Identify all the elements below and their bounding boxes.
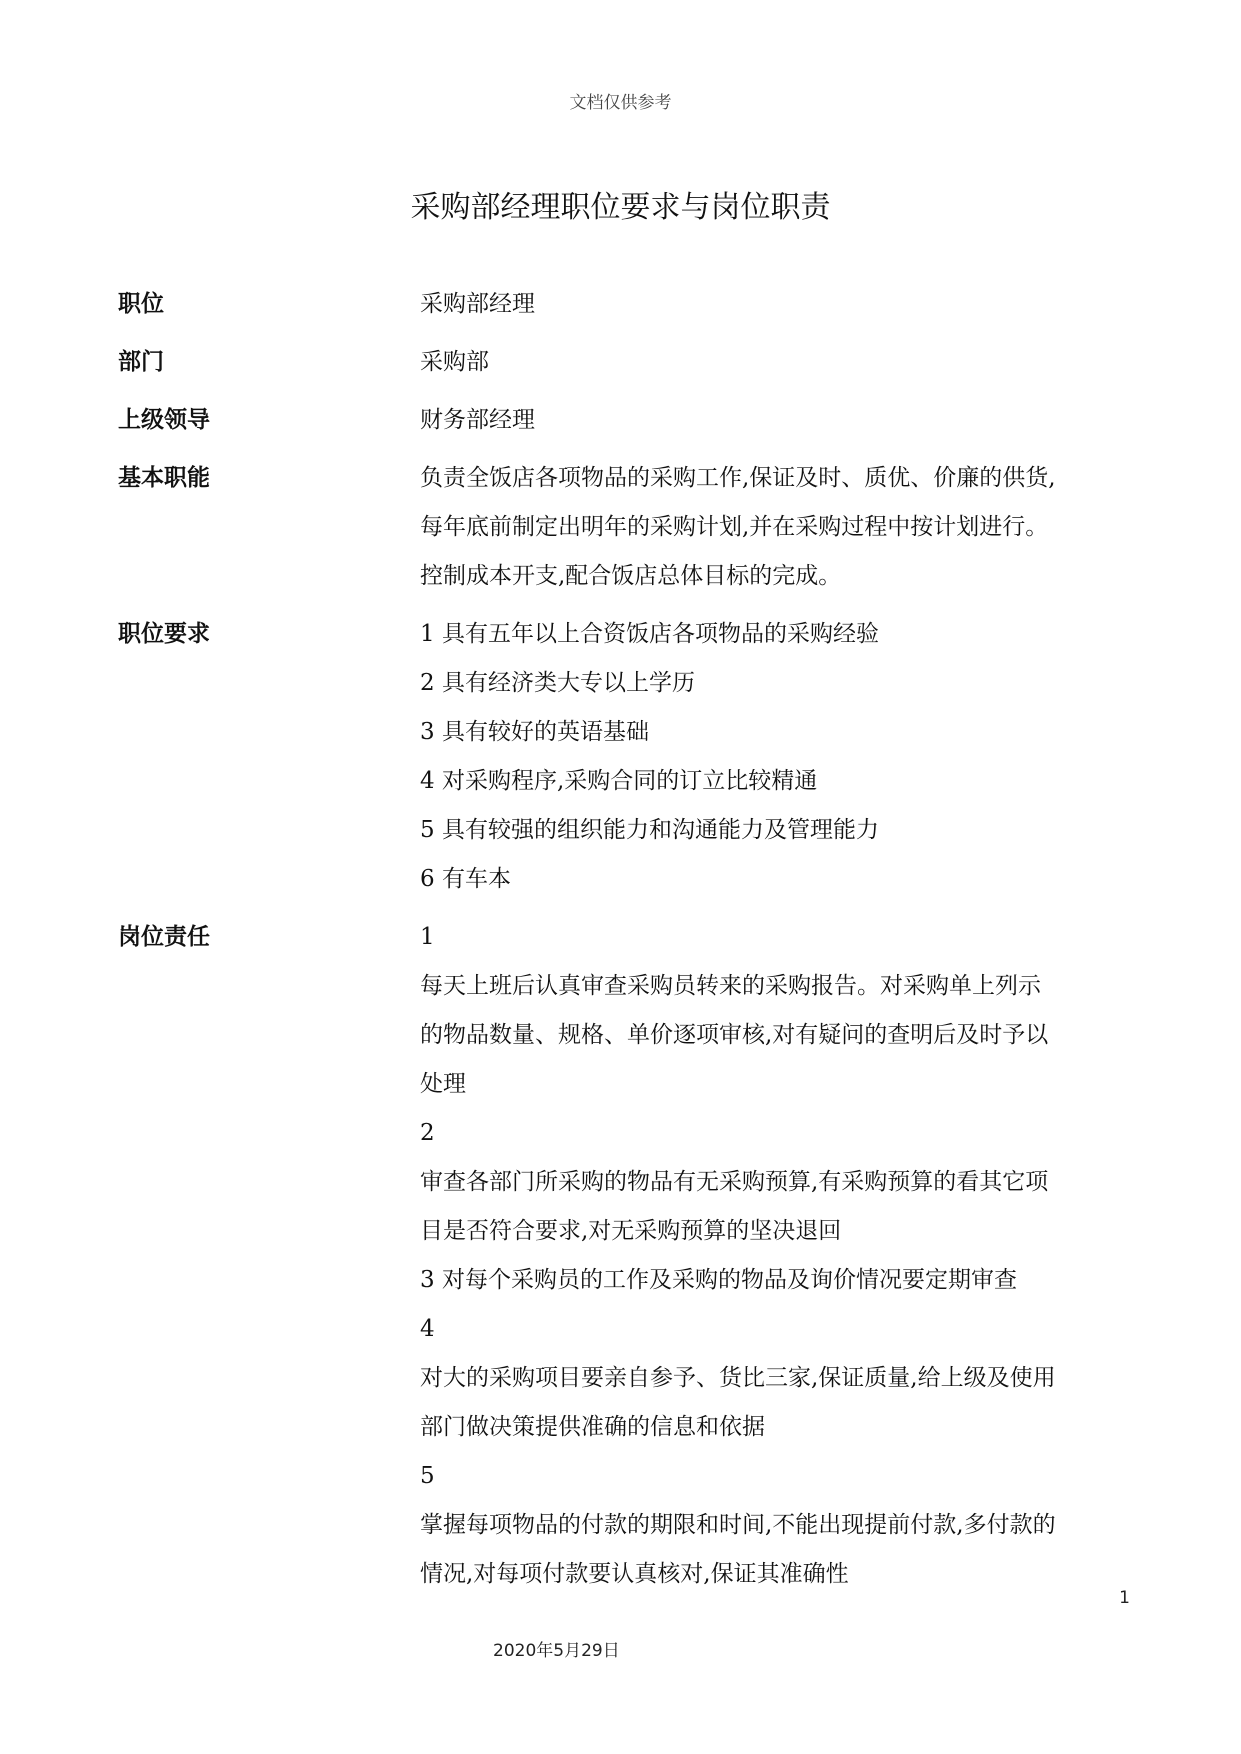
responsibility-line: 部门做决策提供准确的信息和依据 [420, 1414, 765, 1440]
field-line: 财务部经理 [420, 407, 535, 433]
document-title: 采购部经理职位要求与岗位职责 [410, 190, 831, 225]
requirement-item: 6 有车本 [420, 866, 511, 892]
field-value [420, 454, 1128, 601]
footer-date: 2020年5月29日 [493, 1641, 620, 1661]
field-value [420, 338, 1128, 387]
field-value [420, 610, 1128, 904]
field-label: 基本职能 [118, 465, 210, 491]
responsibility-line: 审查各部门所采购的物品有无采购预算,有采购预算的看其它项 [420, 1169, 1049, 1195]
field-label: 职位 [118, 291, 164, 317]
page-number: 1 [1119, 1588, 1130, 1608]
field-line: 控制成本开支,配合饭店总体目标的完成。 [420, 563, 842, 589]
field-label: 上级领导 [118, 407, 210, 433]
requirement-item: 2 具有经济类大专以上学历 [420, 670, 695, 696]
requirement-item: 5 具有较强的组织能力和沟通能力及管理能力 [420, 817, 879, 843]
field-line: 每年底前制定出明年的采购计划,并在采购过程中按计划进行。 [420, 514, 1049, 540]
field-row-responsibilities [118, 913, 1128, 1599]
responsibility-line: 3 对每个采购员的工作及采购的物品及询价情况要定期审查 [420, 1267, 1017, 1293]
responsibility-line: 5 [420, 1463, 435, 1489]
field-row-position [118, 280, 1128, 329]
field-line: 采购部经理 [420, 291, 535, 317]
field-row-department [118, 338, 1128, 387]
field-row-basic-function [118, 454, 1128, 601]
requirement-item: 1 具有五年以上合资饭店各项物品的采购经验 [420, 621, 879, 647]
responsibility-line: 对大的采购项目要亲自参予、货比三家,保证质量,给上级及使用 [420, 1365, 1056, 1391]
requirement-item: 3 具有较好的英语基础 [420, 719, 649, 745]
field-line: 负责全饭店各项物品的采购工作,保证及时、质优、价廉的供货, [420, 465, 1056, 491]
header-note: 文档仅供参考 [569, 93, 672, 113]
responsibility-line: 目是否符合要求,对无采购预算的坚决退回 [420, 1218, 842, 1244]
responsibility-line: 的物品数量、规格、单价逐项审核,对有疑问的查明后及时予以 [420, 1022, 1049, 1048]
field-value [420, 280, 1128, 329]
responsibility-line: 4 [420, 1316, 435, 1342]
responsibility-line: 每天上班后认真审查采购员转来的采购报告。对采购单上列示 [420, 973, 1041, 999]
field-row-supervisor [118, 396, 1128, 445]
responsibility-line: 情况,对每项付款要认真核对,保证其准确性 [420, 1561, 849, 1587]
field-value [420, 396, 1128, 445]
responsibility-line: 处理 [420, 1071, 466, 1097]
job-description-body [118, 280, 1128, 1599]
field-line: 采购部 [420, 349, 489, 375]
responsibility-line: 掌握每项物品的付款的期限和时间,不能出现提前付款,多付款的 [420, 1512, 1056, 1538]
field-row-requirements [118, 610, 1128, 904]
field-value [420, 913, 1128, 1599]
responsibility-line: 1 [420, 924, 435, 950]
field-label: 岗位责任 [118, 924, 210, 950]
field-label: 部门 [118, 349, 164, 375]
requirement-item: 4 对采购程序,采购合同的订立比较精通 [420, 768, 818, 794]
responsibility-line: 2 [420, 1120, 435, 1146]
field-label: 职位要求 [118, 621, 210, 647]
